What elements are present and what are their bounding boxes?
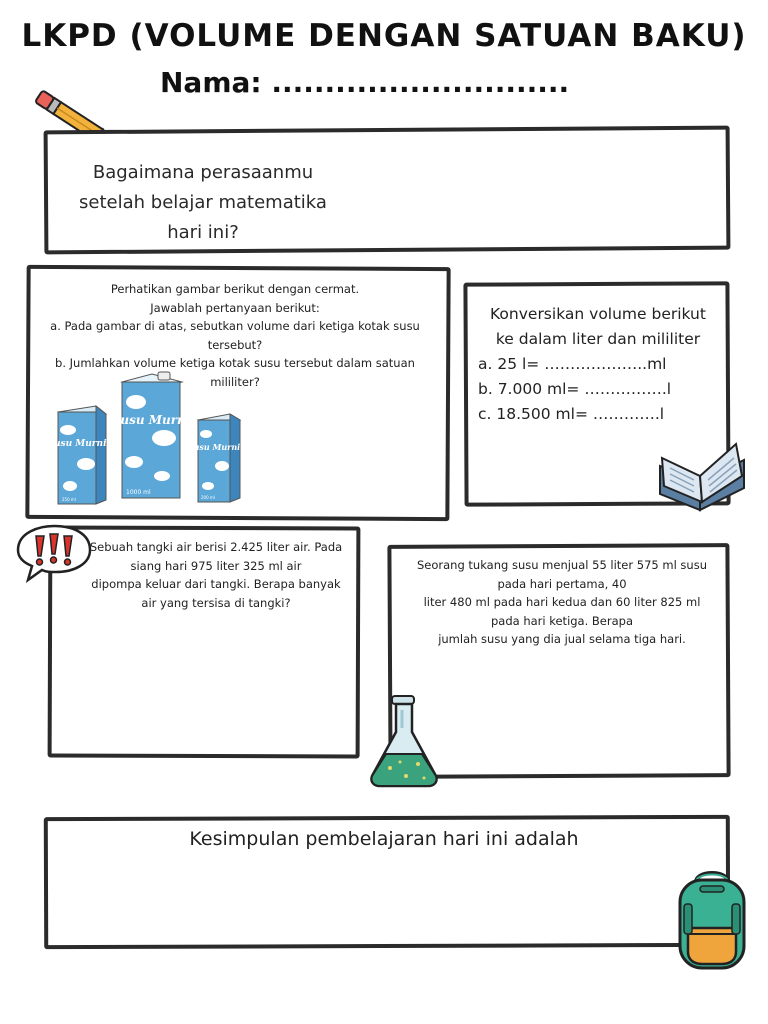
tank-line-4: air yang tersisa di tangki? <box>141 595 291 610</box>
seller-line-2: pada hari pertama, 40 <box>497 576 627 591</box>
carton-brand-2: Susu Murni <box>111 413 191 427</box>
open-book-icon <box>656 436 748 512</box>
tank-line-2: siang hari 975 liter 325 ml air <box>130 558 302 573</box>
water-tank-question <box>80 538 352 612</box>
feeling-line-3: hari ini? <box>167 222 239 243</box>
milk-line-4: tersebut? <box>207 337 263 352</box>
milk-carton-small-right <box>187 412 242 504</box>
carton-volume-2: 1000 ml <box>126 489 151 496</box>
milk-carton-question <box>36 280 434 391</box>
seller-line-1: Seorang tukang susu menjual 55 liter 575 ml susu <box>416 558 707 572</box>
carton-volume-1: 250 ml <box>62 497 76 502</box>
name-blank[interactable]: ............................ <box>271 66 570 99</box>
tank-line-1: Sebuah tangki air berisi 2.425 liter air. Pada <box>89 540 343 554</box>
conversion-item-c[interactable]: c. 18.500 ml= ………….l <box>478 405 665 423</box>
milk-line-5: b. Jumlahkan volume ketiga kotak susu tersebut dalam satuan <box>55 356 415 370</box>
seller-line-3: liter 480 ml pada hari kedua dan 60 liter 825 ml <box>423 595 701 609</box>
milk-seller-question <box>402 556 722 649</box>
seller-line-4: pada hari ketiga. Berapa <box>490 613 634 628</box>
carton-brand-1: Susu Murni <box>47 439 107 449</box>
conversion-item-b[interactable]: b. 7.000 ml= …………….l <box>478 380 672 398</box>
milk-line-6: mililiter? <box>210 374 260 389</box>
milk-carton-small-left <box>47 404 108 506</box>
milk-line-3: a. Pada gambar di atas, sebutkan volume dari ketiga kotak susu <box>50 319 420 333</box>
milk-line-1: Perhatikan gambar berikut dengan cermat. <box>110 282 360 296</box>
conclusion-prompt: Kesimpulan pembelajaran hari ini adalah <box>189 828 579 850</box>
milk-line-2: Jawablah pertanyaan berikut: <box>150 300 320 315</box>
feeling-question <box>58 158 348 248</box>
milk-carton-large-center <box>111 370 191 500</box>
carton-brand-3: Susu Murni <box>187 442 241 452</box>
flask-icon <box>366 692 442 788</box>
conversion-intro-1: Konversikan volume berikut <box>490 305 706 323</box>
conversion-question <box>478 302 718 427</box>
name-line <box>160 66 569 99</box>
name-label: Nama: <box>160 66 262 99</box>
tank-line-3: dipompa keluar dari tangki. Berapa banyak <box>91 577 341 591</box>
seller-line-5: jumlah susu yang dia jual selama tiga hari. <box>438 632 686 646</box>
feeling-line-1: Bagaimana perasaanmu <box>92 162 314 183</box>
worksheet-title: LKPD (VOLUME DENGAN SATUAN BAKU) <box>21 18 747 54</box>
conversion-intro-2: ke dalam liter dan mililiter <box>495 330 701 348</box>
carton-volume-3: 200 ml <box>201 495 215 500</box>
exclamation-bubble-icon <box>10 522 96 582</box>
feeling-line-2: setelah belajar matematika <box>79 192 327 213</box>
backpack-icon <box>674 864 750 972</box>
conversion-item-a[interactable]: a. 25 l= ………………..ml <box>478 355 667 373</box>
